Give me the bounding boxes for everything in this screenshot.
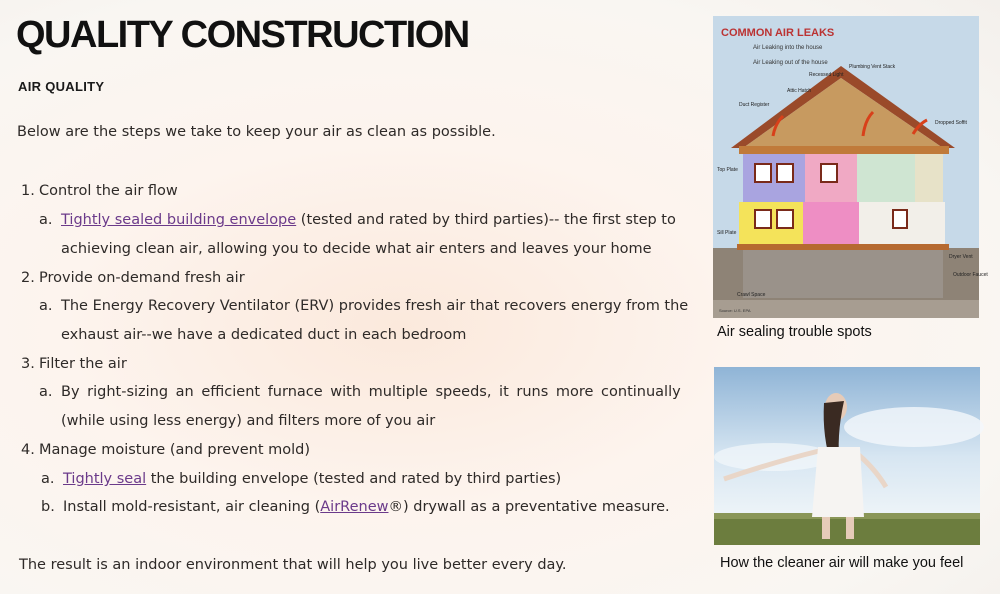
label-recessed-light: Recessed Light	[809, 72, 844, 78]
intro-text: Below are the steps we take to keep your air as clean as possible.	[17, 124, 496, 140]
substep-text: The Energy Recovery Ventilator (ERV) provides fresh air that recovers energy from the	[61, 298, 689, 314]
label-duct-register: Duct Register	[739, 102, 770, 108]
air-leaks-diagram	[713, 16, 988, 318]
step-number: 2.	[21, 270, 35, 286]
substep-text: Install mold-resistant, air cleaning (	[63, 499, 321, 515]
substep-letter: a.	[41, 471, 55, 487]
legend-in: Air Leaking into the house	[753, 45, 823, 51]
page-title: QUALITY CONSTRUCTION	[16, 14, 469, 56]
tightly-seal-link[interactable]: Tightly seal	[63, 471, 147, 487]
step-1a	[39, 212, 676, 228]
substep-text: (tested and rated by third parties)-- the first step to	[296, 212, 676, 228]
step-3a-cont: (while using less energy) and filters more of you air	[61, 413, 436, 429]
substep-letter: a.	[39, 298, 53, 314]
step-number: 4.	[21, 442, 35, 458]
step-text: Control the air flow	[39, 183, 178, 199]
label-sill-plate: Sill Plate	[717, 230, 737, 236]
step-1	[21, 183, 178, 199]
result-text: The result is an indoor environment that will help you live better every day.	[19, 557, 567, 573]
label-source: Source: U.S. EPA	[719, 308, 751, 313]
substep-text: the building envelope (tested and rated by third parties)	[146, 471, 562, 487]
label-dryer-vent: Dryer Vent	[949, 254, 973, 260]
step-text: Manage moisture (and prevent mold)	[39, 442, 311, 458]
substep-letter: a.	[39, 384, 53, 400]
airrenew-link[interactable]: AirRenew	[320, 499, 389, 515]
step-text: Provide on-demand fresh air	[39, 270, 245, 286]
substep-text: By right-sizing an efficient furnace with multiple speeds, it runs more continually	[61, 384, 681, 400]
substep-letter: a.	[39, 212, 53, 228]
woman-photo	[714, 367, 980, 545]
step-4	[21, 442, 311, 458]
step-2	[21, 270, 245, 286]
step-3a	[39, 384, 681, 400]
legend-out: Air Leaking out of the house	[753, 60, 828, 66]
substep-letter: b.	[41, 499, 55, 515]
label-vent-stack: Plumbing Vent Stack	[849, 64, 896, 70]
step-2a	[39, 298, 689, 314]
label-outdoor-faucet: Outdoor Faucet	[953, 272, 988, 278]
diagram-heading: COMMON AIR LEAKS	[721, 27, 835, 39]
step-4a	[41, 471, 562, 487]
label-attic-hatch: Attic Hatch	[787, 88, 812, 94]
step-4b	[41, 499, 670, 515]
substep-text: ®) drywall as a preventative measure.	[388, 499, 670, 515]
label-crawl-space: Crawl Space	[737, 292, 766, 298]
tightly-sealed-envelope-link[interactable]: Tightly sealed building envelope	[61, 212, 297, 228]
label-dropped-soffit: Dropped Soffit	[935, 120, 967, 126]
diagram-caption: Air sealing trouble spots	[717, 324, 872, 340]
step-number: 1.	[21, 183, 35, 199]
step-2a-cont: exhaust air--we have a dedicated duct in each bedroom	[61, 327, 467, 343]
label-top-plate: Top Plate	[717, 167, 738, 173]
step-number: 3.	[21, 356, 35, 372]
step-1a-cont: achieving clean air, allowing you to decide what air enters and leaves your home	[61, 241, 652, 257]
photo-caption: How the cleaner air will make you feel	[720, 555, 964, 571]
section-subtitle: AIR QUALITY	[18, 79, 105, 94]
step-text: Filter the air	[39, 356, 127, 372]
step-3	[21, 356, 127, 372]
